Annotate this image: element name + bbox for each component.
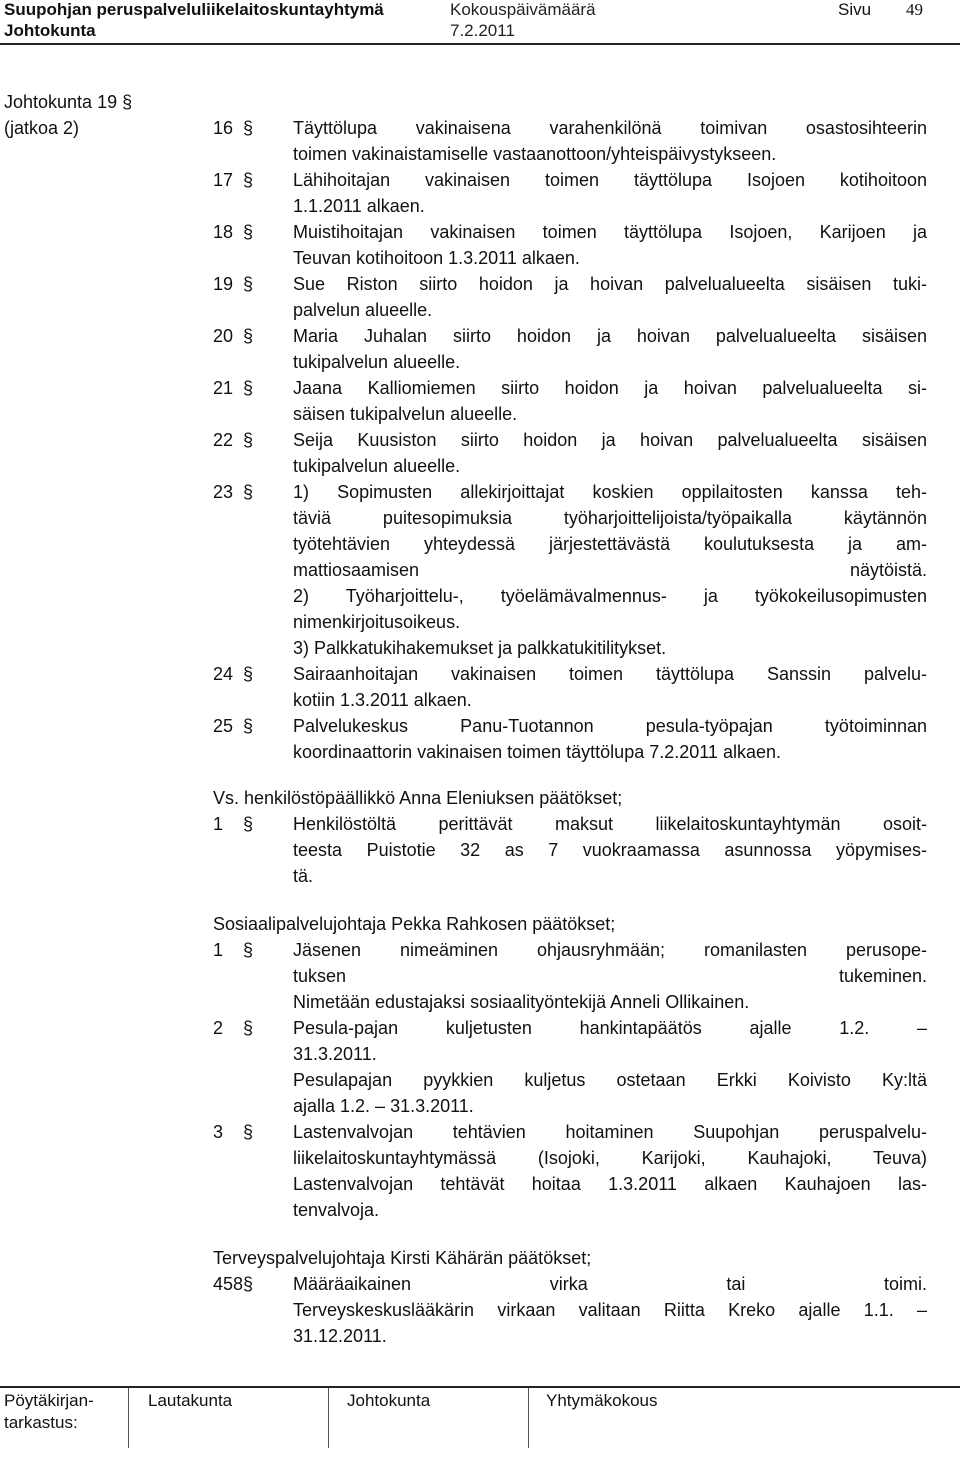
item-text-line: toimen vakinaistamiselle vastaanottoon/yhteispäivystykseen.	[293, 144, 777, 164]
footer-johtokunta: Johtokunta	[347, 1391, 431, 1410]
item-text-line: säisen tukipalvelun alueelle.	[293, 404, 518, 424]
item-number: 19	[213, 274, 234, 294]
item-text-line: Lastenvalvojan tehtävien hoitaminen Suupohjan peruspalvelu-	[293, 1122, 927, 1142]
item-text-line: Jäsenen nimeäminen ohjausryhmään; romanilasten perusope-	[293, 940, 927, 960]
body-name: Johtokunta	[4, 21, 96, 40]
section-sign: §	[243, 1274, 254, 1294]
section-sign: §	[243, 118, 254, 138]
page-header	[0, 0, 960, 46]
item-number: 21	[213, 378, 234, 398]
organization-name: Suupohjan peruspalveluliikelaitoskuntayhtymä	[4, 0, 384, 19]
section-sign: §	[243, 430, 254, 450]
intro-title: Johtokunta 19 §	[4, 92, 133, 112]
footer-review-label	[4, 1390, 94, 1434]
item-text-line: Pesulapajan pyykkien kuljetus ostetaan Erkki Koivisto Ky:ltä	[293, 1070, 927, 1090]
item-number: 458	[213, 1274, 244, 1294]
section-sign: §	[243, 940, 254, 960]
section-sign: §	[243, 378, 254, 398]
section-sign: §	[243, 1018, 254, 1038]
item-number: 1	[213, 940, 224, 960]
section-sign: §	[243, 716, 254, 736]
item-text-line: Terveyskeskuslääkärin virkaan valitaan Riitta Kreko ajalle 1.1. –	[293, 1300, 927, 1320]
item-number: 3	[213, 1122, 224, 1142]
item-text-line: tuksen tukeminen.	[293, 966, 927, 986]
item-text-line: koordinaattorin vakinaisen toimen täyttölupa 7.2.2011 alkaen.	[293, 742, 781, 762]
date-label: Kokouspäivämäärä	[450, 0, 596, 19]
item-text-line: mattiosaamisen näytöistä.	[293, 560, 927, 580]
item-text-line: Jaana Kalliomiemen siirto hoidon ja hoivan palvelualueelta si-	[293, 378, 927, 398]
section-sign: §	[243, 170, 254, 190]
footer-divider	[0, 1386, 960, 1388]
section-sign: §	[243, 222, 254, 242]
item-number: 24	[213, 664, 234, 684]
page-number: 49	[906, 0, 923, 19]
item-number: 23	[213, 482, 234, 502]
footer-column-divider	[328, 1388, 329, 1448]
item-text-line: 3) Palkkatukihakemukset ja palkkatukitilitykset.	[293, 638, 667, 658]
item-text-line: 2) Työharjoittelu-, työelämävalmennus- ja työkokeilusopimusten	[293, 586, 927, 606]
item-text-line: tä.	[293, 866, 314, 886]
item-text-line: tenvalvoja.	[293, 1200, 380, 1220]
item-text-line: ajalla 1.2. – 31.3.2011.	[293, 1096, 474, 1116]
item-text-line: Muistihoitajan vakinaisen toimen täyttölupa Isojoen, Karijoen ja	[293, 222, 927, 242]
item-number: 1	[213, 814, 224, 834]
item-text-line: nimenkirjoitusoikeus.	[293, 612, 461, 632]
intro-continuation: (jatkoa 2)	[4, 118, 80, 138]
item-text-line: liikelaitoskuntayhtymässä (Isojoki, Karijoki, Kauhajoki, Teuva)	[293, 1148, 927, 1168]
item-text-line: palvelun alueelle.	[293, 300, 433, 320]
item-text-line: Nimetään edustajaksi sosiaalityöntekijä Anneli Ollikainen.	[293, 992, 750, 1012]
item-text-line: täviä puitesopimuksia työharjoittelijoista/työpaikalla käytännön	[293, 508, 927, 528]
item-text-line: 31.12.2011.	[293, 1326, 387, 1346]
item-number: 16	[213, 118, 234, 138]
item-text-line: 1) Sopimusten allekirjoittajat koskien oppilaitosten kanssa teh-	[293, 482, 927, 502]
item-text-line: teesta Puistotie 32 as 7 vuokraamassa asunnossa yöpymises-	[293, 840, 927, 860]
meeting-date: 7.2.2011	[450, 21, 515, 40]
item-text-line: kotiin 1.3.2011 alkaen.	[293, 690, 472, 710]
footer-column-divider	[528, 1388, 529, 1448]
item-text-line: Lähihoitajan vakinaisen toimen täyttölupa Isojoen kotihoitoon	[293, 170, 927, 190]
item-text-line: tukipalvelun alueelle.	[293, 352, 461, 372]
item-text-line: Pesula-pajan kuljetusten hankintapäätös ajalle 1.2. –	[293, 1018, 927, 1038]
footer-review-line2: tarkastus:	[4, 1413, 78, 1432]
item-text-line: Palvelukeskus Panu-Tuotannon pesula-työpajan työtoiminnan	[293, 716, 927, 736]
footer-review-line1: Pöytäkirjan-	[4, 1391, 94, 1410]
item-text-line: Täyttölupa vakinaisena varahenkilönä toimivan osastosihteerin	[293, 118, 927, 138]
item-text-line: Sairaanhoitajan vakinaisen toimen täyttölupa Sanssin palvelu-	[293, 664, 927, 684]
item-text-line: Lastenvalvojan tehtävät hoitaa 1.3.2011 alkaen Kauhajoen las-	[293, 1174, 927, 1194]
item-text-line: Määräaikainen virka tai toimi.	[293, 1274, 927, 1294]
item-number: 20	[213, 326, 234, 346]
page-label: Sivu	[838, 0, 872, 19]
page-footer	[0, 1386, 960, 1469]
section-heading-hr: Vs. henkilöstöpäällikkö Anna Eleniuksen päätökset;	[213, 788, 623, 808]
item-text-line: Teuvan kotihoitoon 1.3.2011 alkaen.	[293, 248, 580, 268]
item-number: 22	[213, 430, 234, 450]
section-sign: §	[243, 482, 254, 502]
footer-column-divider	[128, 1388, 129, 1448]
section-heading-health: Terveyspalvelujohtaja Kirsti Kähärän päätökset;	[213, 1248, 592, 1268]
item-text-line: Maria Juhalan siirto hoidon ja hoivan palvelualueelta sisäisen	[293, 326, 927, 346]
section-sign: §	[243, 664, 254, 684]
footer-lautakunta: Lautakunta	[148, 1391, 233, 1410]
item-text-line: Sue Riston siirto hoidon ja hoivan palvelualueelta sisäisen tuki-	[293, 274, 927, 294]
item-number: 18	[213, 222, 234, 242]
item-text-line: tukipalvelun alueelle.	[293, 456, 461, 476]
footer-yhtymakokous: Yhtymäkokous	[546, 1391, 658, 1410]
section-sign: §	[243, 1122, 254, 1142]
item-text-line: Henkilöstöltä perittävät maksut liikelaitoskuntayhtymän osoit-	[293, 814, 927, 834]
section-sign: §	[243, 274, 254, 294]
item-text-line: 1.1.2011 alkaen.	[293, 196, 425, 216]
item-text-line: 31.3.2011.	[293, 1044, 377, 1064]
item-text-line: Seija Kuusiston siirto hoidon ja hoivan palvelualueelta sisäisen	[293, 430, 927, 450]
item-number: 2	[213, 1018, 224, 1038]
section-heading-social: Sosiaalipalvelujohtaja Pekka Rahkosen päätökset;	[213, 914, 616, 934]
section-sign: §	[243, 814, 254, 834]
item-text-line: työtehtävien yhteydessä järjestettävästä koulutuksesta ja am-	[293, 534, 927, 554]
section-sign: §	[243, 326, 254, 346]
header-divider	[0, 43, 960, 45]
item-number: 25	[213, 716, 234, 736]
item-number: 17	[213, 170, 234, 190]
